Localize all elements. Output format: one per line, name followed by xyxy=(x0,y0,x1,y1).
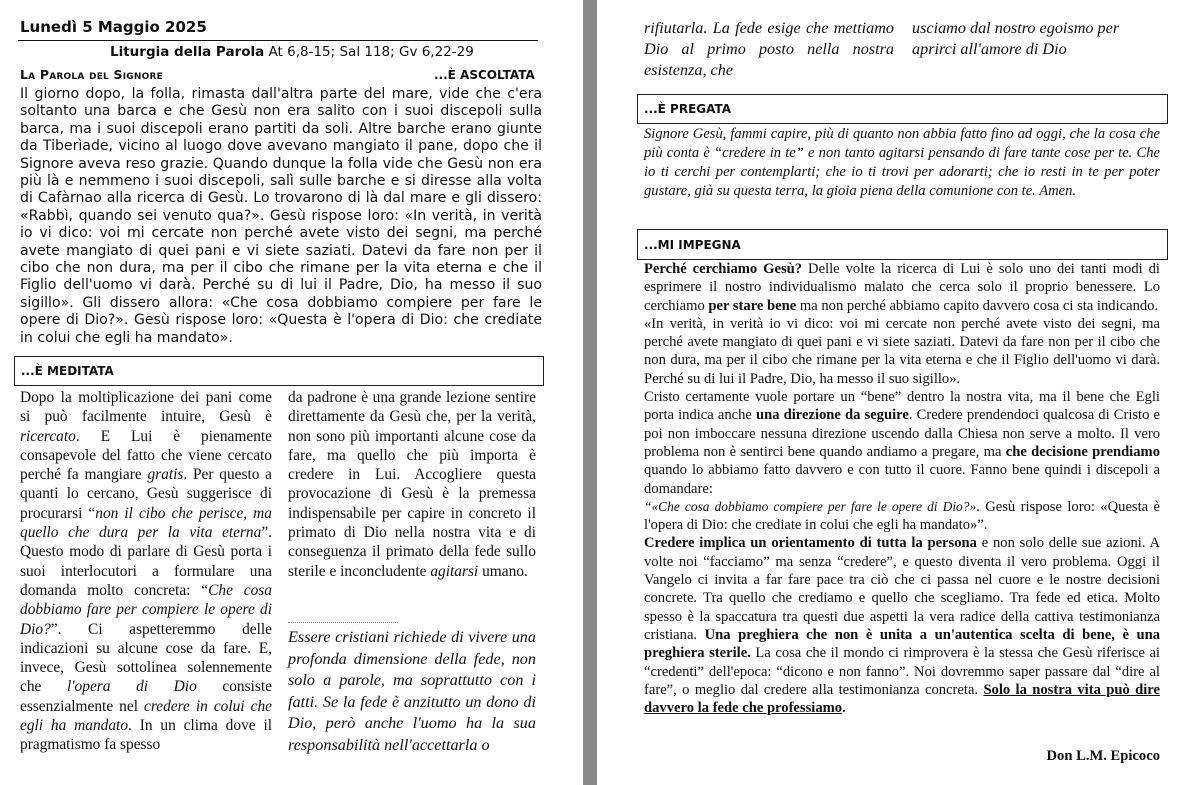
commitment-text xyxy=(644,260,1160,717)
text-run: . In un clima dove il pragmatismo fa spesso xyxy=(20,717,272,754)
text-run: Solo la nostra vita può dire davvero la fede che professiamo xyxy=(644,681,1160,717)
ascoltata-heading: ...È ASCOLTATA xyxy=(434,68,535,82)
text-run: . E Lui è pienamente consapevole del fatto che viene cercato perché fa mangiare xyxy=(20,427,272,484)
text-run: da padrone è una grande lezione sentire direttamente da Gesù che, per la verità, non sono più importanti alcune cose da fare, ma quello che più importa è credere in Lui. Accogliere questa provocazione di Gesù è la premessa indispensabile per capire in concreto il primato di Dio nella nostra vita e di conseguenza il primato della fede sullo sterile e inconcludente xyxy=(288,389,536,580)
text-run: per stare bene xyxy=(708,297,797,314)
prayer-text: Signore Gesù, fammi capire, più di quanto non abbia fatto fino ad oggi, che la cosa che più conta è “credere in te” e non tanto agitarsi pensando di fare tante cose per te. Che io ti cerchi per contemplarti; che io ti trovi per adorarti; che io resti in te per poter gustare, già su questa terra, la gioia piena della comunione con te. Amen. xyxy=(644,126,1160,199)
pregata-section-header xyxy=(637,94,1168,124)
text-run: . Per questo a quanti lo cercano, Gesù suggerisce di procurarsi “ xyxy=(20,466,273,522)
text-run: che decisione prendiamo xyxy=(1005,443,1160,460)
text-run: Delle volte la ricerca di Lui è solo uno dei tanti modi di esprimere il nostro individualismo malato che cerca solo il proprio benessere. Lo cerchiamo xyxy=(644,261,1160,314)
text-run: non il cibo che perisce, ma quello che dura per la vita eterna xyxy=(20,504,272,542)
commitment-paragraph xyxy=(644,315,1160,388)
pull-quote-part-2: rifiutarla. La fede esige che mettiamo Dio al primo posto nella nostra esistenza, che xyxy=(644,19,894,79)
meditata-section-header xyxy=(14,356,544,386)
text-run: agitarsi xyxy=(430,562,479,580)
liturgia-refs: At 6,8-15; Sal 118; Gv 6,22-29 xyxy=(268,44,474,60)
commitment-paragraph xyxy=(644,498,1160,535)
text-run: l'opera di Dio xyxy=(66,678,197,696)
text-run: Una preghiera che non è unita a un'autentica scelta di bene, è una preghiera sterile. xyxy=(644,626,1160,662)
text-run: Perché cerchiamo Gesù? xyxy=(644,261,803,277)
pull-quote-part-3: usciamo dal nostro egoismo per aprirci all'amore di Dio xyxy=(912,19,1120,58)
meditation-column-1 xyxy=(20,388,272,755)
text-run: Che cosa dobbiamo fare per compiere le opere di Dio? xyxy=(20,581,272,638)
right-page xyxy=(597,0,1178,785)
left-page xyxy=(0,0,583,785)
text-run: quando lo abbiamo fatto davvero e con tutto il cuore. Fanno bene quindi i discepoli a domandare: xyxy=(644,462,1160,497)
impegna-label: ...MI IMPEGNA xyxy=(644,237,741,252)
commitment-paragraph xyxy=(644,534,1160,717)
text-run: credere in colui che egli ha mandato xyxy=(20,697,272,735)
impegna-section-header xyxy=(637,229,1168,260)
text-run: Cristo certamente vuole portare un “bene” dentro la nostra vita, ma il bene che Egli porta indica anche xyxy=(644,389,1160,424)
commitment-paragraph xyxy=(644,388,1160,498)
page-gutter xyxy=(583,0,597,785)
text-run: «In verità, in verità io vi dico: voi mi cercate non perché avete visto dei segni, ma perché avete mangiato di quei pani e vi siete saziati. Datevi da fare non per il cibo che non dura, ma per il cibo che rimane per la vita eterna e che il Figlio dell'uomo vi darà. Perché su di lui il Padre, Dio, ha messo il suo sigillo». xyxy=(644,315,1160,387)
gospel-text: Il giorno dopo, la folla, rimasta dall'altra parte del mare, vide che c'era soltanto una barca e che Gesù non era salito con i suoi discepoli sulla barca, ma i suoi discepoli erano partiti da soli. Altre barche erano giunte da Tiberìade, vicino al luogo dove avevano mangiato il pane, dopo che il Signore aveva reso grazie. Quando dunque la folla vide che Gesù non era più là e nemmeno i suoi discepoli, salì sulle barche e si diresse alla volta di Cafàrnao alla ricerca di Gesù. Lo trovarono di là dal mare e gli dissero: «Rabbì, quando sei venuto qua?». Gesù rispose loro: «In verità, in verità io vi dico: voi mi cercate non perché avete visto dei segni, ma perché avete mangiato di quei pani e vi siete saziati. Datevi da fare non per il cibo che non dura, ma per il cibo che rimane per la vita eterna e che il Figlio dell'uomo vi darà. Perché su di lui il Padre, Dio, ha messo il suo sigillo». Gli dissero allora: «Che cosa dobbiamo compiere per fare le opere di Dio?». Gesù rispose loro: «Questa è l'opera di Dio: che crediate in colui che egli ha mandato». xyxy=(20,86,542,346)
pregata-label: ...È PREGATA xyxy=(644,102,732,116)
commitment-paragraph xyxy=(644,260,1160,315)
liturgia-heading xyxy=(110,44,474,60)
text-run: umano. xyxy=(478,562,528,580)
text-run: . Gesù rispose loro: «Questa è l'opera di Dio: che crediate in colui che egli ha mandato»”. xyxy=(644,498,1160,534)
text-run: ma non perché abbiamo capito davvero cosa ci sta indicando. xyxy=(796,297,1159,314)
quote-divider xyxy=(288,622,398,623)
text-run: gratis xyxy=(147,466,184,484)
meditation-column-2 xyxy=(288,388,536,581)
text-run: . xyxy=(842,700,846,717)
text-run: ”. Questo modo di parlare di Gesù porta i suoi interlocutori a formulare una domanda molto concreta: “ xyxy=(20,524,272,599)
text-run: e non solo delle sue azioni. A volte noi “facciamo” ma senza “credere”, e questo diventa il vero problema. Oggi il Vangelo ci invita a far fare pace tra ciò che ci passa nel cuore e le nostre decisioni concrete. Tra quello che crediamo e quello che scegliamo. Tra fede ed etica. Molto spesso è la spaccatura tra questi due aspetti la vera radice della cattiva testimonianza cristiana. xyxy=(644,535,1160,643)
meditata-label: ...È MEDITATA xyxy=(21,364,114,378)
text-run: ricercato xyxy=(20,427,76,445)
liturgia-label: Liturgia della Parola xyxy=(110,44,265,60)
text-run: “«Che cosa dobbiamo compiere per fare le opere di Dio?» xyxy=(644,498,977,514)
pull-quote-part-1: Essere cristiani richiede di vivere una profonda dimensione della fede, non solo a parole, ma soprattutto con i fatti. Se la fede è anzitutto un dono di Dio, però anche l'uomo ha la sua responsabilità nell'accettarla o xyxy=(288,628,536,754)
parola-heading: La Parola del Signore xyxy=(20,67,163,82)
header-rule xyxy=(18,40,538,41)
author-signature: Don L.M. Epicoco xyxy=(1046,748,1160,764)
text-run: La cosa che il mondo ci rimprovera è la stessa che Gesù riferisce ai “credenti” dell'epoca: “dicono e non fanno”. Noi dovremmo saper passare dal “dire al fare”, o meglio dal credere alla testimonianza concreta. xyxy=(644,645,1160,698)
text-run: ”. Ci aspetteremmo delle indicazioni su alcune cose da fare. E, invece, Gesù sottolinea solennemente che xyxy=(20,620,272,696)
date-heading: Lunedì 5 Maggio 2025 xyxy=(20,18,207,36)
text-run: consiste essenzialmente nel xyxy=(20,678,272,715)
text-run: Dopo la moltiplicazione dei pani come si può facilmente intuire, Gesù è xyxy=(20,389,272,426)
text-run: Credere implica un orientamento di tutta la persona xyxy=(644,535,977,552)
text-run: . Credere prendendoci qualcosa di Cristo e poi non imboccare nessuna direzione uscendo dalla Chiesa non serve a molto. Il vero problema non è sentirci bene quando andiamo a pregare, ma xyxy=(644,407,1160,460)
text-run: una direzione da seguire xyxy=(755,407,909,424)
